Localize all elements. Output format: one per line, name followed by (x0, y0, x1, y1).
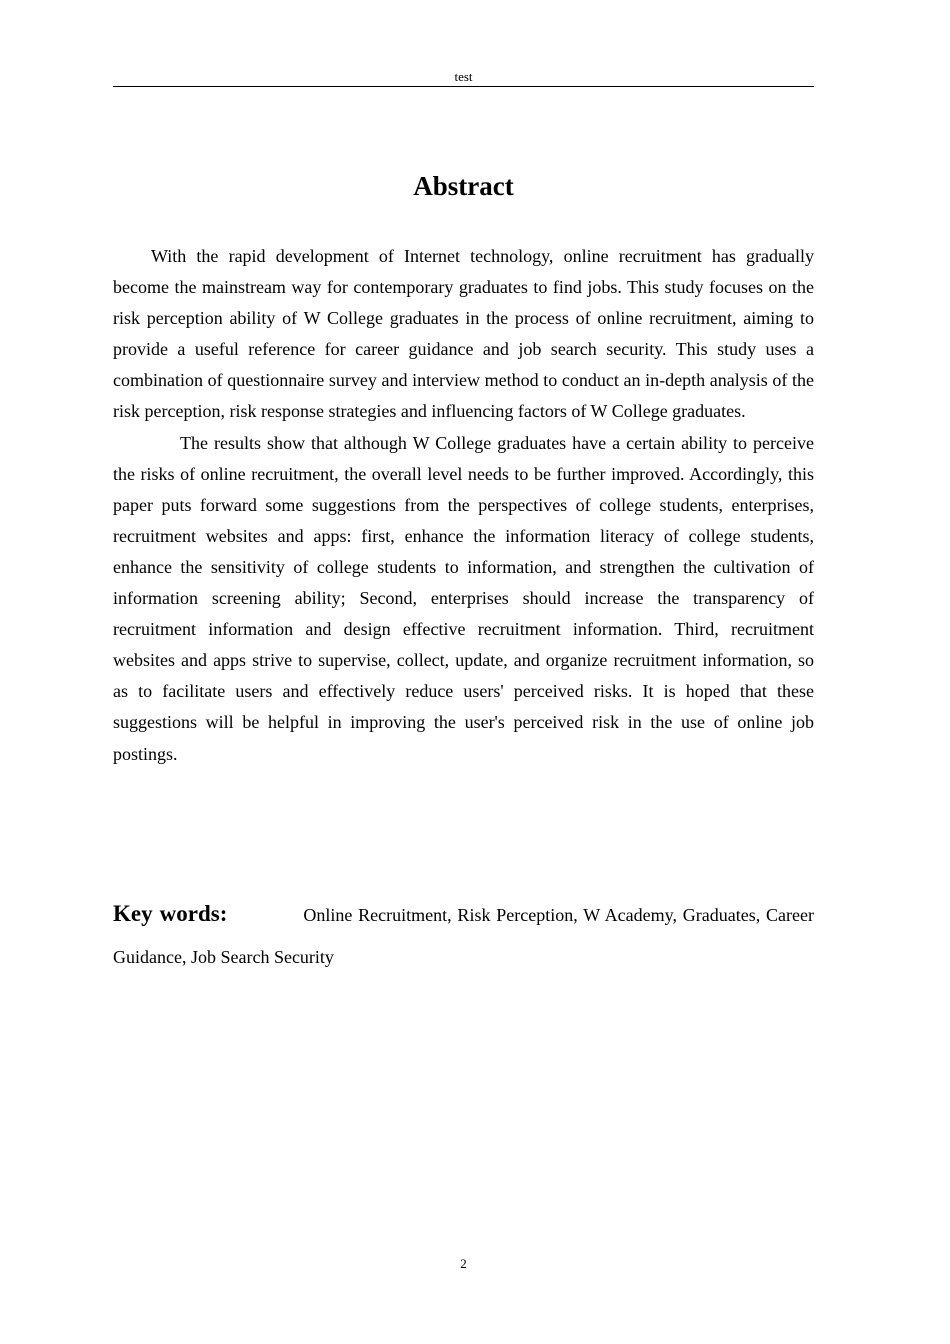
abstract-paragraph-1: With the rapid development of Internet technology, online recruitment has gradually become the mainstream way for contemporary graduates to find jobs. This study focuses on the risk perception ability of W College graduates in the process of online recruitment, aiming to provide a useful reference for career guidance and job search security. This study uses a combination of questionnaire survey and interview method to conduct an in-depth analysis of the risk perception, risk response strategies and influencing factors of W College graduates. (113, 246, 814, 422)
keywords-label: Key words: (113, 901, 228, 926)
keywords-section (113, 893, 814, 978)
abstract-body (113, 241, 814, 770)
abstract-paragraph-2: The results show that although W College graduates have a certain ability to perceive the risks of online recruitment, the overall level needs to be further improved. Accordingly, this paper puts forward some suggestions from the perspectives of college students, enterprises, recruitment websites and apps: first, enhance the information literacy of college students, enhance the sensitivity of college students to information, and strengthen the cultivation of information screening ability; Second, enterprises should increase the transparency of recruitment information and design effective recruitment information. Third, recruitment websites and apps strive to supervise, collect, update, and organize recruitment information, so as to facilitate users and effectively reduce users' perceived risks. It is hoped that these suggestions will be helpful in improving the user's perceived risk in the use of online job postings. (113, 432, 814, 764)
keywords-text: Online Recruitment, Risk Perception, W Academy, Graduates, Career Guidance, Job Search Security (113, 905, 814, 967)
page-number: 2 (460, 1256, 467, 1271)
abstract-title: Abstract (413, 171, 514, 201)
header-text: test (454, 69, 473, 84)
page-header (113, 68, 814, 87)
